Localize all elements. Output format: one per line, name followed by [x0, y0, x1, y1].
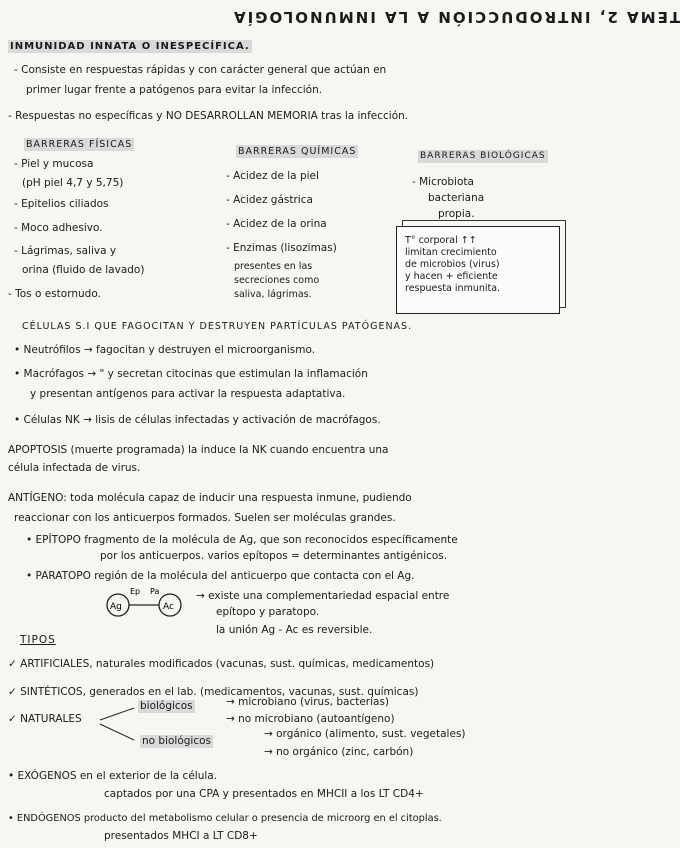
cell-item: y presentan antígenos para activar la respuesta adaptativa. [30, 388, 346, 400]
physical-item: (pH piel 4,7 y 5,75) [22, 177, 124, 189]
innate-heading: INMUNIDAD INNATA O INESPECÍFICA. [10, 41, 250, 52]
type-biological: biológicos [140, 700, 193, 712]
ag-label: Ag [110, 602, 122, 612]
type-organic: → orgánico (alimento, sust. vegetales) [264, 728, 466, 740]
temperature-note-box [396, 226, 560, 314]
chemical-item: presentes en las [234, 261, 313, 272]
biological-item: propia. [438, 208, 475, 220]
biological-item: bacteriana [428, 192, 485, 204]
type-inorganic: → no orgánico (zinc, carbón) [264, 746, 414, 758]
cell-item: • Células NK → lisis de células infectadas y activación de macrófagos. [14, 414, 381, 426]
pa-label: Pa [150, 587, 160, 596]
physical-barriers-title: BARRERAS FÍSICAS [26, 139, 133, 150]
physical-item: - Epitelios ciliados [14, 198, 109, 210]
antigen-line: reaccionar con los anticuerpos formados. Suelen ser moléculas grandes. [14, 512, 396, 524]
antigen-line: ANTÍGENO: toda molécula capaz de inducir una respuesta inmune, pudiendo [8, 492, 412, 504]
innate-point-3: - Respuestas no específicas y NO DESARROLLAN MEMORIA tras la infección. [8, 110, 409, 122]
epitope-line: • EPÍTOPO fragmento de la molécula de Ag, que son reconocidos específicamente [26, 534, 458, 546]
chemical-barriers-title: BARRERAS QUÍMICAS [238, 146, 357, 157]
box-line: T° corporal ↑↑ [405, 235, 477, 246]
biological-item: - Microbiota [412, 176, 474, 188]
physical-item: - Moco adhesivo. [14, 222, 103, 234]
cell-item: • Macrófagos → " y secretan citocinas que estimulan la inflamación [14, 368, 368, 380]
type-non-biological: no biológicos [142, 735, 212, 747]
biological-barriers-title: BARRERAS BIOLÓGICAS [420, 151, 546, 161]
cells-heading: CÉLULAS S.I QUE FAGOCITAN Y DESTRUYEN PARTÍCULAS PATÓGENAS. [22, 321, 413, 332]
type-non-microbial: → no microbiano (autoantígeno) [226, 713, 395, 725]
types-heading: TIPOS [20, 634, 56, 646]
type-artificial: ✓ ARTIFICIALES, naturales modificados (vacunas, sust. químicas, medicamentos) [8, 658, 435, 670]
apoptosis-line: APOPTOSIS (muerte programada) la induce la NK cuando encuentra una [8, 444, 389, 456]
type-microbial: → microbiano (virus, bacterias) [226, 696, 390, 708]
innate-point-2: primer lugar frente a patógenos para evitar la infección. [26, 84, 323, 96]
epitope-line: por los anticuerpos. varios epítopos = determinantes antigénicos. [100, 550, 448, 562]
ep-label: Ep [130, 587, 141, 596]
ac-label: Ac [163, 602, 174, 612]
chemical-item: secreciones como [234, 275, 320, 286]
physical-item: orina (fluido de lavado) [22, 264, 145, 276]
endogenous-line: presentados MHCI a LT CD8+ [104, 830, 258, 842]
innate-point-1: - Consiste en respuestas rápidas y con carácter general que actúan en [14, 64, 387, 76]
chemical-item: - Acidez gástrica [226, 194, 313, 206]
natural-branch-lines [98, 700, 138, 750]
chemical-item: - Acidez de la piel [226, 170, 319, 182]
exogenous-line: captados por una CPA y presentados en MHCII a los LT CD4+ [104, 788, 424, 800]
complementarity-line: → existe una complementariedad espacial entre [196, 590, 450, 602]
chemical-item: - Acidez de la orina [226, 218, 327, 230]
complementarity-line: la unión Ag - Ac es reversible. [216, 624, 373, 636]
paratope-line: • PARATOPO región de la molécula del anticuerpo que contacta con el Ag. [26, 570, 415, 582]
box-line: y hacen + eficiente [405, 271, 498, 282]
type-natural: ✓ NATURALES [8, 713, 82, 725]
exogenous-line: • EXÓGENOS en el exterior de la célula. [8, 770, 218, 782]
apoptosis-line: célula infectada de virus. [8, 462, 141, 474]
box-line: limitan crecimiento [405, 247, 497, 258]
chemical-item: saliva, lágrimas. [234, 289, 312, 300]
page-title: TEMA 2, INTRODUCCIÓN A LA INMUNOLOGÍA [232, 8, 680, 26]
antigen-antibody-diagram [100, 584, 190, 624]
cell-item: • Neutrófilos → fagocitan y destruyen el microorganismo. [14, 344, 316, 356]
physical-item: - Piel y mucosa [14, 158, 94, 170]
box-line: respuesta inmunita. [405, 283, 501, 294]
endogenous-line: • ENDÓGENOS producto del metabolismo celular o presencia de microorg en el citoplas. [8, 813, 442, 824]
complementarity-line: epítopo y paratopo. [216, 606, 320, 618]
physical-item: - Tos o estornudo. [8, 288, 101, 300]
box-line: de microbios (virus) [405, 259, 500, 270]
type-synthetic: ✓ SINTÉTICOS, generados en el lab. (medicamentos, vacunas, sust. químicas) [8, 686, 419, 698]
physical-item: - Lágrimas, saliva y [14, 245, 117, 257]
chemical-item: - Enzimas (lisozimas) [226, 242, 337, 254]
